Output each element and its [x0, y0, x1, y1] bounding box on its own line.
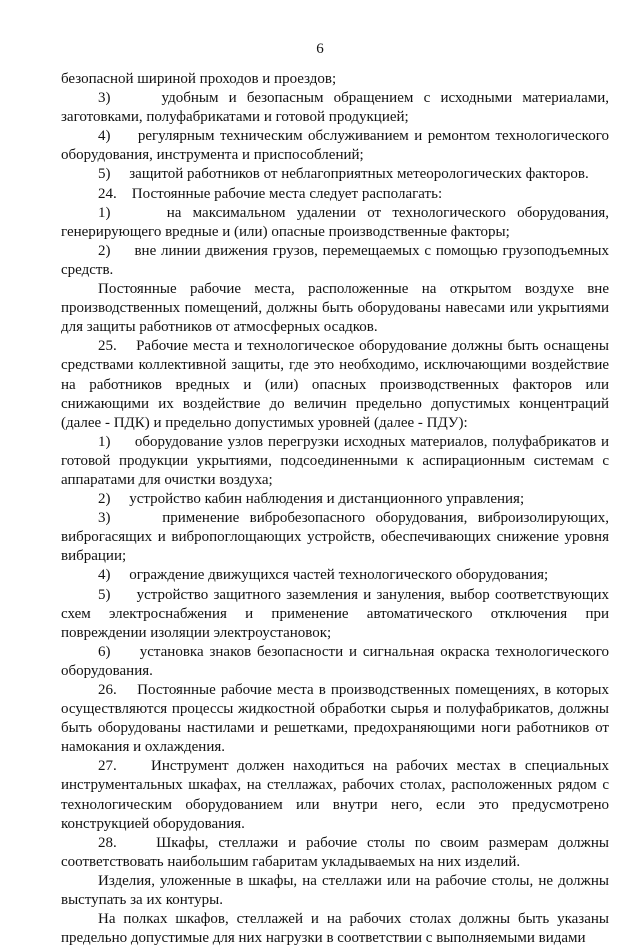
paragraph: 26. Постоянные рабочие места в производственных помещениях, в которых осуществляются процессы жидкостной обработки сырья и полуфабрикатов, должны быть оборудованы настилами и решетками, предохраняющими ноги работников от намокания и охлаждения.: [61, 682, 609, 756]
paragraph: 27. Инструмент должен находиться на рабочих местах в специальных инструментальных шкафах, на стеллажах, рабочих столах, расположенных рядом с технологическим оборудованием или внутри него, если это предусмотрено конструкцией оборудования.: [61, 758, 609, 832]
paragraph: 3) применение вибробезопасного оборудования, виброизолирующих, виброгасящих и вибропоглощающих устройств, обеспечивающих снижение уровня вибрации;: [61, 510, 609, 565]
paragraph: 28. Шкафы, стеллажи и рабочие столы по своим размерам должны соответствовать наибольшим габаритам укладываемых на них изделий.: [61, 834, 609, 870]
paragraph: 4) ограждение движущихся частей технологического оборудования;: [98, 567, 549, 584]
paragraph: 5) устройство защитного заземления и зануления, выбор соответствующих схем электроснабжения и применение автоматического отключения при повреждении изоляции электроустановок;: [61, 586, 609, 641]
paragraph: 2) вне линии движения грузов, перемещаемых с помощью грузоподъемных средств.: [61, 242, 609, 278]
paragraph: 6) установка знаков безопасности и сигнальная окраска технологического оборудования.: [61, 643, 609, 679]
document-body: [61, 70, 609, 948]
paragraph: 25. Рабочие места и технологическое оборудование должны быть оснащены средствами коллективной защиты, где это необходимо, исключающими воздействие на работников вредных и (или) опасных производственных факторов или снижающими их воздействие до величин предельно допустимых концентраций (далее - ПДК) и предельно допустимых уровней (далее - ПДУ):: [61, 338, 609, 431]
paragraph: 2) устройство кабин наблюдения и дистанционного управления;: [98, 491, 525, 508]
paragraph: 1) на максимальном удалении от технологического оборудования, генерирующего вредные и (или) опасные производственные факторы;: [61, 204, 609, 240]
paragraph: 4) регулярным техническим обслуживанием и ремонтом технологического оборудования, инструмента и приспособлений;: [61, 128, 609, 164]
paragraph: Изделия, уложенные в шкафы, на стеллажи или на рабочие столы, не должны выступать за их контуры.: [61, 872, 609, 909]
paragraph: 5) защитой работников от неблагоприятных метеорологических факторов.: [98, 166, 589, 183]
paragraph: Постоянные рабочие места, расположенные на открытом воздухе вне производственных помещений, должны быть оборудованы навесами или укрытиями для защиты работников от атмосферных осадков.: [61, 281, 609, 336]
page-number: 6: [316, 41, 324, 57]
paragraph: 3) удобным и безопасным обращением с исходными материалами, заготовками, полуфабрикатами и готовой продукцией;: [61, 90, 609, 126]
paragraph: 1) оборудование узлов перегрузки исходных материалов, полуфабрикатов и готовой продукции укрытиями, подсоединенными к аспирационным системам с аппаратами для очистки воздуха;: [61, 433, 609, 488]
paragraph: безопасной шириной проходов и проездов;: [61, 71, 337, 87]
paragraph: На полках шкафов, стеллажей и на рабочих столах должны быть указаны предельно допустимые для них нагрузки в соответствии с выполняемыми видами: [61, 911, 609, 947]
paragraph: 24. Постоянные рабочие места следует располагать:: [98, 185, 443, 202]
